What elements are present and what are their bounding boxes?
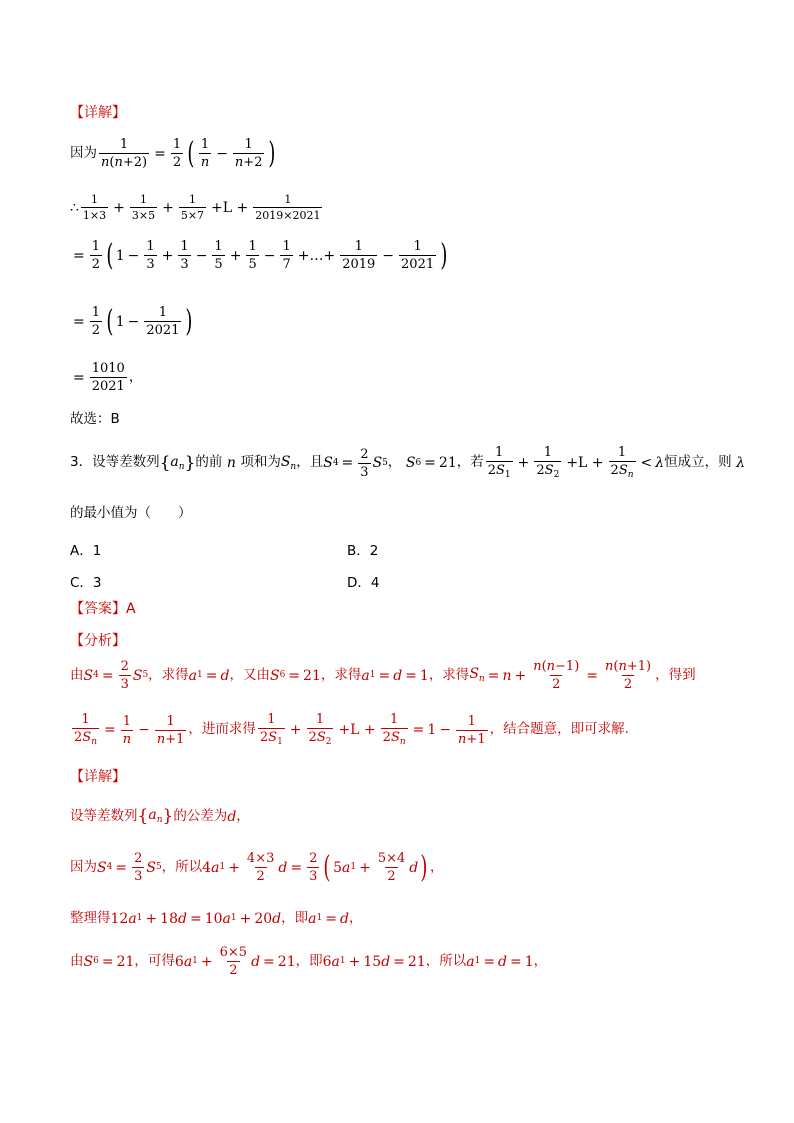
- detail-text-4: 因为: [70, 858, 97, 875]
- formula-line-2: ∴ $\frac{1}{1\times 3}$ + $\frac{1}{3\times 5}$ + $\frac{1}{5\times 7}$ +L + $\frac{1}{2019\times 2021}$: [70, 193, 321, 222]
- option-d: D．4: [347, 575, 380, 591]
- detail-text-5: ，所以: [161, 858, 203, 875]
- analysis-text-4: ，求得: [320, 666, 362, 683]
- formula-line-4: = $\frac{1}{2}$ ( 1 − $\frac{1}{2021}$ ): [73, 303, 193, 339]
- detail-text-3: ，: [236, 807, 250, 824]
- detail-line-3: 整理得 12 a 1 + 18 d = 10 a 1 + 20 d ，即 a 1 = d ，: [70, 910, 363, 927]
- detail-text-12: ，即: [295, 952, 323, 969]
- formula-line-3: = $\frac{1}{2}$ ( 1 − $\frac{1}{3}$ + $\frac{1}{3}$ − $\frac{1}{5}$ + $\frac{1}{5}$ − $\frac{1}{7}$ +…+ $\frac{1}{2019}$ − $\frac{1}{2021}$ ): [73, 237, 448, 273]
- final-numerator: 1010: [91, 361, 125, 376]
- final-comma: ，: [128, 368, 143, 385]
- detail-text-6: ，: [429, 858, 444, 875]
- analysis-text-6: ，得到: [655, 666, 696, 683]
- detail-text-11: ，可得: [134, 952, 175, 969]
- detail-text-9: ，: [348, 910, 363, 926]
- detail-line-4: 由 S 6 = 21 ，可得 6 a 1 + $\frac{6\times 5}{2}$ d = 21 ，即 6 a 1 + 15 d = 21 ，所以 a 1 = d = 1 ，: [70, 945, 548, 978]
- detail-text-1: 设等差数列: [70, 807, 138, 824]
- analysis-line-1: 由 S 4 = $\frac{2}{3}$ S 5 ，求得 a 1 = d ，又由 S 6 = 21 ，求得 a 1 = d = 1 ，求得 $S_n$ = n + $\frac{n(n-1)}{2}$ = $\frac{n(n+1)}{2}$ ，得到: [70, 659, 696, 692]
- question-3-line-1: 3． 设等差数列 { $a_n$ } 的前 n 项和为 $S_n$ ，且 S 4 = $\frac{2}{3}$ S 5 ， S 6 = 21 ，若 $\frac{1}{2S_1}$ + $\frac{1}{2S_2}$ +L + $\frac{1}{2S_n}$ < λ 恒成立，则 λ: [70, 445, 745, 480]
- answer-choice-text: 故选：B: [70, 411, 120, 427]
- question-3-line-2: 的最小值为（ ）: [70, 505, 192, 521]
- detail-text-10: 由: [70, 952, 84, 969]
- analysis-text-7: ，进而求得: [188, 721, 256, 738]
- q3-text-3: 项和为: [240, 454, 281, 471]
- therefore-symbol: ∴: [70, 199, 79, 216]
- option-a: A．1: [70, 543, 102, 559]
- detail-text-13: ，所以: [425, 952, 467, 969]
- q3-text-4: ，且: [296, 454, 324, 471]
- option-c: C．3: [70, 575, 102, 591]
- q3-text-2: 的前: [195, 454, 223, 471]
- q3-text-5: ，: [387, 454, 402, 471]
- detail-text-8: ，即: [281, 910, 309, 926]
- analysis-line-2: $\frac{1}{2S_n}$ = $\frac{1}{n}$ − $\frac{1}{n+1}$ ，进而求得 $\frac{1}{2S_1}$ + $\frac{1}{2S_2}$ +L + $\frac{1}{2S_n}$ = 1 − $\frac{1}{n+1}$ ，结合题意，即可求解.: [74, 712, 629, 747]
- detail-text-14: ，: [533, 952, 548, 969]
- analysis-text-1: 由: [70, 666, 84, 683]
- analysis-heading: 【分析】: [70, 633, 126, 649]
- analysis-text-8: ，结合题意，即可求解.: [489, 721, 629, 738]
- analysis-text-2: ，求得: [148, 666, 189, 683]
- formula-line-5: = $\frac{1010}{2021}$ ，: [73, 361, 143, 394]
- formula-line-1: 因为 $\frac{1}{n(n+2)}$ = $\frac{1}{2}$ ( $\frac{1}{n}$ − $\frac{1}{n+2}$ ): [70, 135, 276, 171]
- q3-text-7: 恒成立，则: [664, 454, 732, 471]
- answer-tag: 【答案】: [70, 601, 126, 617]
- because-text: 因为: [70, 144, 97, 161]
- detail-text-2: 的公差为: [173, 807, 228, 824]
- detail-line-1: 设等差数列 { $a_n$ } 的公差为 d ，: [70, 806, 250, 826]
- detail-line-2: 因为 S 4 = $\frac{2}{3}$ S 5 ，所以 4 a 1 + $\frac{4\times 3}{2}$ d = $\frac{2}{3}$ ( 5 a 1 + $\frac{5\times 4}{2}$ d ) ，: [70, 849, 444, 885]
- q3-text-6: ，若: [456, 454, 484, 471]
- question-number: 3．: [70, 454, 93, 471]
- answer-value: A: [126, 601, 136, 617]
- q3-text-1: 设等差数列: [92, 454, 160, 471]
- detail-text-7: 整理得: [70, 910, 111, 926]
- final-denominator: 2021: [91, 379, 125, 394]
- detail-heading-2: 【详解】: [70, 769, 126, 785]
- analysis-text-5: ，求得: [428, 666, 470, 683]
- detail-heading-1: 【详解】: [70, 105, 126, 121]
- analysis-text-3: ，又由: [229, 666, 270, 683]
- option-b: B．2: [347, 543, 379, 559]
- answer-line: [70, 602, 136, 616]
